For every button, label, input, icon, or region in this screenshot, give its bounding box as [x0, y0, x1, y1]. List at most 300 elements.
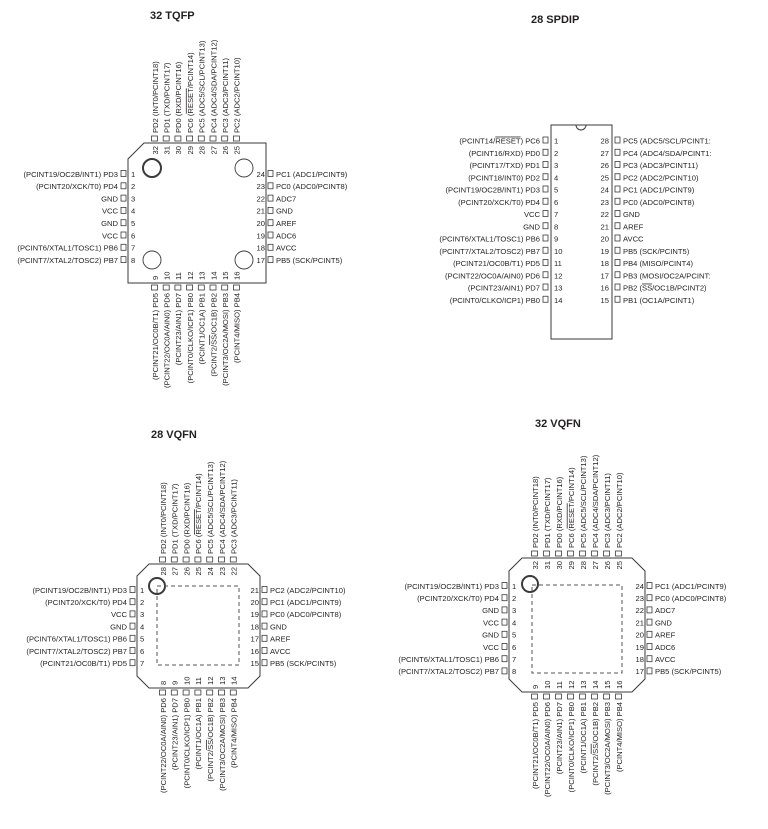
- pin-pad-icon: [268, 207, 273, 213]
- pin-label: PC0 (ADC0/PCINT8): [270, 610, 342, 620]
- pin-3: [101, 194, 135, 203]
- pin-number: 22: [600, 210, 609, 220]
- pin-label: PD1 (TXD/PCINT17): [170, 483, 180, 554]
- pin-21: [257, 207, 294, 216]
- pin-number: 14: [590, 680, 600, 689]
- pin-label: (PCINT3/OC2A/MOSI) PB3: [221, 293, 230, 386]
- pin-label: (PCINT7/XTAL2/TOSC2) PB7: [398, 667, 499, 677]
- pin-9: [171, 681, 180, 770]
- pin-number: 24: [256, 169, 265, 179]
- pin-17: [636, 667, 722, 676]
- pin-label: ADC7: [276, 194, 297, 204]
- pin-1: [459, 137, 558, 146]
- pin-number: 30: [174, 146, 184, 155]
- pin-number: 1: [131, 169, 136, 179]
- pin-label: PD2 (INT0/PCINT18): [530, 476, 540, 548]
- pin-13: [468, 284, 563, 293]
- pin-pad-icon: [544, 694, 550, 699]
- pin-12: [567, 681, 576, 793]
- pin-pad-icon: [207, 557, 213, 562]
- pin-label: PD2 (INT0/PCINT18): [150, 61, 160, 133]
- pin-number: 23: [635, 594, 644, 603]
- pin-5: [445, 186, 558, 195]
- pin-pad-icon: [121, 195, 126, 201]
- pin-label: PD0 (RXD/PCINT16): [554, 476, 564, 548]
- pin-label: PC2 (ADC2/PCINT10): [270, 585, 346, 595]
- pin-pad-icon: [121, 244, 126, 250]
- pin-number: 2: [512, 594, 517, 603]
- pin-label: AREF: [270, 634, 291, 644]
- pin-pad-icon: [121, 220, 126, 226]
- pin-2: [36, 182, 135, 191]
- pin-number: 6: [512, 642, 517, 652]
- pin-number: 19: [256, 231, 265, 241]
- pin-label: (PCINT1/OC1A) PB1: [578, 702, 588, 774]
- pin-number: 26: [600, 161, 609, 171]
- pin-number: 8: [554, 222, 559, 232]
- pin-18: [251, 622, 288, 631]
- pin-number: 32: [150, 146, 160, 155]
- pin-pad-icon: [502, 619, 507, 625]
- pin-6: [458, 198, 558, 207]
- pin-label: VCC: [482, 642, 499, 652]
- pin-number: 28: [600, 136, 609, 146]
- pin-number: 23: [217, 567, 227, 576]
- pin-number: 12: [206, 676, 215, 685]
- pin-number: 22: [229, 567, 239, 576]
- pin-number: 26: [602, 561, 612, 570]
- pin-27: [171, 483, 180, 575]
- pin-label: (PCINT2/SS/OC1B) PB2: [209, 293, 219, 377]
- pin-29: [186, 52, 195, 155]
- pin-label: PB2 (SS/OC1B/PCINT2): [623, 283, 707, 293]
- pin-pad-icon: [195, 557, 201, 562]
- pin-label: PC4 (ADC4/SDA/PCINT12): [209, 39, 219, 133]
- pin-label: GND: [110, 622, 127, 632]
- pin-4: [483, 618, 516, 627]
- pin-24: [601, 186, 695, 195]
- pin-15: [251, 659, 337, 668]
- pin-label: (PCINT0/CLKO/ICP1) PB0: [566, 702, 576, 793]
- pin-label: (PCINT18/INT0) PD2: [468, 173, 540, 183]
- pin-number: 5: [131, 219, 136, 228]
- pin-pad-icon: [592, 694, 598, 699]
- pin-pad-icon: [543, 260, 548, 266]
- pin-label: (PCINT20/XCK/T0) PD4: [45, 598, 127, 607]
- pin-16: [615, 681, 624, 773]
- pin-pad-icon: [121, 257, 126, 263]
- pin-pad-icon: [210, 285, 216, 290]
- pin-label: PC6 (RESET/PCINT14): [194, 473, 204, 554]
- pin-number: 30: [554, 561, 564, 570]
- pin-label: PC4 (ADC4/SDA/PCINT12): [590, 454, 600, 548]
- pin-label: VCC: [101, 231, 118, 241]
- pin-7: [40, 659, 144, 668]
- pin-label: VCC: [110, 610, 127, 620]
- pin-19: [251, 610, 342, 619]
- pin-23: [601, 198, 695, 207]
- pin-pad-icon: [615, 162, 620, 168]
- pin-number: 21: [256, 206, 265, 216]
- pin-pad-icon: [615, 198, 620, 204]
- pin-11: [453, 259, 562, 268]
- pin-pad-icon: [647, 607, 652, 613]
- pin-number: 2: [140, 598, 145, 607]
- pin-number: 31: [542, 561, 552, 570]
- pin-14: [591, 681, 600, 786]
- pin-number: 4: [554, 173, 559, 183]
- pin-32: [531, 476, 540, 570]
- pin-number: 17: [600, 271, 609, 281]
- pin-number: 11: [554, 259, 562, 269]
- pin-pad-icon: [543, 247, 548, 253]
- pin-label: (PCINT7/XTAL2/TOSC2) PB7: [26, 646, 127, 656]
- pin-label: PC4 (ADC4/SDA/PCINT1:: [623, 148, 712, 158]
- pin-2: [417, 594, 516, 603]
- pin-number: 31: [162, 146, 172, 155]
- exposed-pad-outline: [157, 586, 239, 665]
- pin-19: [257, 231, 297, 240]
- pin-number: 28: [578, 561, 588, 570]
- pin-number: 8: [512, 667, 517, 677]
- pin-number: 4: [512, 618, 517, 628]
- pin-pad-icon: [616, 694, 622, 699]
- pin-16: [251, 647, 292, 656]
- pin-pad-icon: [262, 611, 267, 617]
- pin-number: 13: [197, 271, 207, 280]
- pin-5: [482, 631, 516, 640]
- pin-pad-icon: [160, 557, 166, 562]
- pin-number: 12: [185, 271, 195, 280]
- pin-label: (PCINT2/SS/OC1B) PB2: [590, 702, 600, 786]
- pin-number: 17: [635, 667, 644, 677]
- chip-body: [128, 143, 266, 283]
- pin-label: PD0 (RXD/PCINT16): [182, 482, 192, 554]
- pin-pad-icon: [532, 694, 538, 699]
- pin-number: 21: [600, 222, 609, 232]
- pin-number: 20: [250, 598, 259, 607]
- chip-body: [137, 564, 260, 688]
- pin-pad-icon: [187, 285, 193, 290]
- pin-13: [218, 677, 227, 791]
- pin-pad-icon: [210, 136, 216, 141]
- pin-pad-icon: [262, 635, 267, 641]
- pin-label: PC1 (ADC1/PCINT9): [623, 185, 695, 195]
- pin-label: PC5 (ADC5/SCL/PCINT1:: [623, 136, 711, 146]
- pin-1: [404, 582, 516, 591]
- pin-number: 11: [194, 677, 204, 685]
- pin-number: 23: [600, 197, 609, 207]
- pin-13: [579, 681, 588, 774]
- pin-6: [483, 643, 516, 652]
- pin-number: 27: [600, 148, 609, 158]
- pin-number: 26: [182, 567, 192, 576]
- pin-pad-icon: [121, 171, 126, 177]
- pin-pad-icon: [130, 599, 135, 605]
- pin-pad-icon: [543, 186, 548, 192]
- pin-label: AVCC: [655, 655, 676, 664]
- pin-number: 28: [158, 567, 168, 576]
- pin-pad-icon: [615, 174, 620, 180]
- pin-pad-icon: [647, 668, 652, 674]
- pin-pad-icon: [121, 232, 126, 238]
- pin-label: (PCINT19/OC2B/INT1) PD3: [32, 585, 127, 595]
- pin-17: [257, 256, 343, 265]
- pin1-marker-icon: [143, 159, 161, 177]
- pin-22: [230, 479, 239, 576]
- pin-pad-icon: [502, 595, 507, 601]
- pin-pad-icon: [615, 223, 620, 229]
- pin-number: 22: [635, 606, 644, 616]
- pin-pad-icon: [152, 136, 158, 141]
- pin-pad-icon: [152, 285, 158, 290]
- pin-12: [445, 271, 562, 280]
- pin-label: (PCINT7/XTAL2/TOSC2) PB7: [17, 255, 118, 265]
- pin-number: 25: [614, 561, 624, 570]
- pin-pad-icon: [580, 694, 586, 699]
- pin-28: [198, 40, 207, 154]
- pin-pad-icon: [262, 599, 267, 605]
- pin-label: PB5 (SCK/PCINT5): [655, 667, 722, 677]
- pin-20: [601, 235, 645, 244]
- pin-10: [182, 677, 191, 789]
- pin-number: 18: [600, 259, 609, 269]
- pin-pad-icon: [175, 136, 181, 141]
- pin-pad-icon: [171, 557, 177, 562]
- pin-14: [209, 272, 218, 377]
- pin-label: GND: [270, 622, 287, 632]
- pin-pad-icon: [130, 623, 135, 629]
- pin-number: 26: [221, 146, 230, 155]
- pin-number: 25: [600, 173, 609, 183]
- pin-number: 10: [162, 271, 172, 280]
- pin-label: AVCC: [276, 243, 297, 253]
- pin-pad-icon: [615, 260, 620, 266]
- pin-pad-icon: [592, 551, 598, 556]
- pin-pad-icon: [121, 207, 126, 213]
- pin-22: [257, 194, 297, 203]
- pin-pad-icon: [647, 644, 652, 650]
- pin-number: 20: [256, 219, 265, 228]
- pin-10: [163, 272, 172, 388]
- pin-label: (PCINT3/OC2A/MOSI) PB3: [602, 702, 612, 795]
- pin-number: 4: [140, 622, 145, 632]
- pin-18: [257, 244, 298, 253]
- pin-number: 7: [554, 210, 559, 220]
- pin-21: [636, 618, 673, 627]
- pin-label: AREF: [276, 219, 297, 228]
- pin-number: 24: [635, 581, 644, 591]
- pin-number: 12: [554, 271, 563, 281]
- pin-label: (PCINT23/AIN1) PD7: [174, 293, 184, 366]
- pin-label: VCC: [482, 618, 499, 628]
- pin-3: [111, 610, 144, 619]
- pin-label: AVCC: [623, 234, 644, 244]
- pin-number: 2: [131, 182, 136, 192]
- pin-pad-icon: [222, 285, 228, 290]
- pin-26: [221, 58, 230, 155]
- pin-pad-icon: [543, 162, 548, 168]
- pin-pad-icon: [262, 660, 267, 666]
- pin-8: [398, 667, 516, 676]
- pin-label: PC0 (ADC0/PCINT8): [623, 197, 695, 207]
- pin-number: 25: [232, 146, 242, 155]
- pin-label: PC5 (ADC5/SCL/PCINT13): [197, 40, 207, 133]
- pin-15: [221, 272, 230, 386]
- pin-pad-icon: [615, 149, 620, 155]
- pin-pad-icon: [647, 619, 652, 625]
- pin-label: PC3 (ADC3/PCINT11): [623, 161, 698, 171]
- package-tqfp32: [17, 39, 347, 388]
- pin-number: 8: [158, 680, 168, 685]
- pin-pad-icon: [198, 136, 204, 141]
- pin-pad-icon: [233, 285, 239, 290]
- pin-14: [230, 677, 239, 769]
- pin-26: [603, 473, 612, 570]
- pin-label: PC1 (ADC1/PCINT9): [655, 581, 727, 591]
- pin-label: (PCINT22/OC0A/AIN0) PD6: [158, 698, 168, 793]
- pin-pad-icon: [233, 136, 239, 141]
- pin-label: PC3 (ADC3/PCINT11): [229, 479, 239, 554]
- pin-number: 32: [530, 561, 540, 570]
- pin-number: 19: [250, 610, 259, 620]
- pin-number: 18: [250, 622, 259, 632]
- pin-18: [601, 259, 694, 268]
- pin-20: [636, 631, 676, 640]
- pin-pad-icon: [615, 137, 620, 143]
- pin-9: [439, 235, 558, 244]
- pin-pad-icon: [262, 648, 267, 654]
- pin-pad-icon: [543, 284, 548, 290]
- pin-label: (PCINT21/OC0B/T1) PD5: [40, 659, 127, 668]
- pin-number: 14: [554, 295, 563, 305]
- pin-number: 6: [140, 646, 145, 656]
- pin-label: PD2 (INT0/PCINT18): [158, 482, 168, 554]
- pin-number: 21: [635, 618, 644, 628]
- pin-10: [439, 247, 562, 256]
- pin-pad-icon: [187, 136, 193, 141]
- pin-pad-icon: [532, 551, 538, 556]
- pin-label: (PCINT21/OC0B/T1) PD5: [530, 702, 540, 789]
- pin-label: (PCINT20/XCK/T0) PD4: [458, 197, 540, 207]
- pin-31: [543, 477, 552, 569]
- pin-number: 16: [232, 271, 242, 280]
- pin-15: [601, 296, 695, 305]
- pin-25: [601, 173, 699, 182]
- pin-number: 28: [197, 146, 207, 155]
- pin-number: 15: [602, 680, 612, 689]
- pin-18: [636, 655, 677, 664]
- pin-29: [567, 467, 576, 570]
- pin-number: 16: [600, 283, 609, 293]
- pin-pad-icon: [502, 631, 507, 637]
- pin-number: 6: [131, 231, 136, 241]
- pin-number: 11: [174, 272, 184, 280]
- pin-label: PC2 (ADC2/PCINT10): [232, 57, 242, 133]
- pin-pad-icon: [219, 557, 225, 562]
- pin-pad-icon: [615, 272, 620, 278]
- pin-pad-icon: [502, 656, 507, 662]
- package-vqfn28: [26, 460, 346, 793]
- pin-label: PC1 (ADC1/PCINT9): [276, 169, 348, 179]
- pin-number: 1: [140, 585, 145, 595]
- pin-pad-icon: [268, 232, 273, 238]
- pin-pad-icon: [580, 551, 586, 556]
- pin-10: [543, 681, 552, 797]
- pin-pad-icon: [268, 183, 273, 189]
- pin-number: 7: [140, 659, 145, 668]
- pin-number: 13: [578, 680, 588, 689]
- pin-label: GND: [655, 618, 672, 628]
- pin-label: (PCINT17/TXD) PD1: [469, 161, 540, 171]
- pin-24: [636, 582, 727, 591]
- pin-number: 5: [554, 185, 559, 195]
- pin-label: PC2 (ADC2/PCINT10): [614, 472, 624, 548]
- pin-pad-icon: [163, 285, 169, 290]
- pin-number: 17: [256, 255, 265, 265]
- pin-25: [615, 472, 624, 569]
- pin-1: [23, 170, 135, 179]
- pin-24: [257, 170, 348, 179]
- pin-label: (PCINT1/OC1A) PB1: [197, 293, 207, 365]
- pin-3: [470, 161, 559, 170]
- pin-pad-icon: [502, 668, 507, 674]
- pin-number: 9: [554, 234, 559, 244]
- pin-2: [45, 598, 144, 607]
- pin-number: 4: [131, 206, 136, 216]
- pin-number: 24: [206, 567, 215, 576]
- pin-number: 29: [566, 561, 576, 570]
- pin-16: [601, 284, 707, 293]
- pin-1: [32, 586, 144, 595]
- pin-label: PC0 (ADC0/PCINT8): [655, 594, 727, 603]
- pin-number: 27: [209, 146, 219, 155]
- pin-number: 20: [635, 630, 644, 640]
- pin1-marker-icon: [522, 576, 538, 592]
- pin-9: [531, 685, 540, 789]
- pin-label: (PCINT19/OC2B/INT1) PD3: [23, 169, 118, 179]
- pin-12: [186, 272, 195, 384]
- pin-13: [198, 272, 207, 365]
- pin-pad-icon: [130, 660, 135, 666]
- pin-8: [523, 222, 558, 231]
- pin-number: 1: [554, 136, 559, 146]
- package-title-28-spdip: 28 SPDIP: [531, 14, 580, 26]
- pin-pad-icon: [615, 284, 620, 290]
- pin-pad-icon: [647, 656, 652, 662]
- pin-pad-icon: [262, 587, 267, 593]
- pin-28: [159, 482, 168, 576]
- pin-4: [468, 173, 558, 182]
- pin-number: 6: [554, 197, 559, 207]
- pin-pad-icon: [230, 557, 236, 562]
- pin-number: 16: [614, 680, 624, 689]
- pin-label: PC6 (RESET/PCINT14): [566, 467, 576, 548]
- pin-9: [151, 276, 160, 380]
- pin-label: PC2 (ADC2/PCINT10): [623, 173, 699, 183]
- pin-number: 3: [140, 610, 145, 620]
- pin-pad-icon: [262, 623, 267, 629]
- pin-label: (PCINT21/OC0B/T1) PD5: [150, 293, 160, 380]
- pin-number: 22: [256, 194, 265, 204]
- pin-4: [110, 622, 144, 631]
- pin-label: PD1 (TXD/PCINT17): [542, 477, 552, 548]
- pin-pad-icon: [160, 690, 166, 695]
- package-title-28-vqfn: 28 VQFN: [151, 429, 197, 441]
- corner-marker-icon: [143, 251, 161, 269]
- pin-label: PC4 (ADC4/SDA/PCINT12): [217, 460, 227, 554]
- pin-pad-icon: [198, 285, 204, 290]
